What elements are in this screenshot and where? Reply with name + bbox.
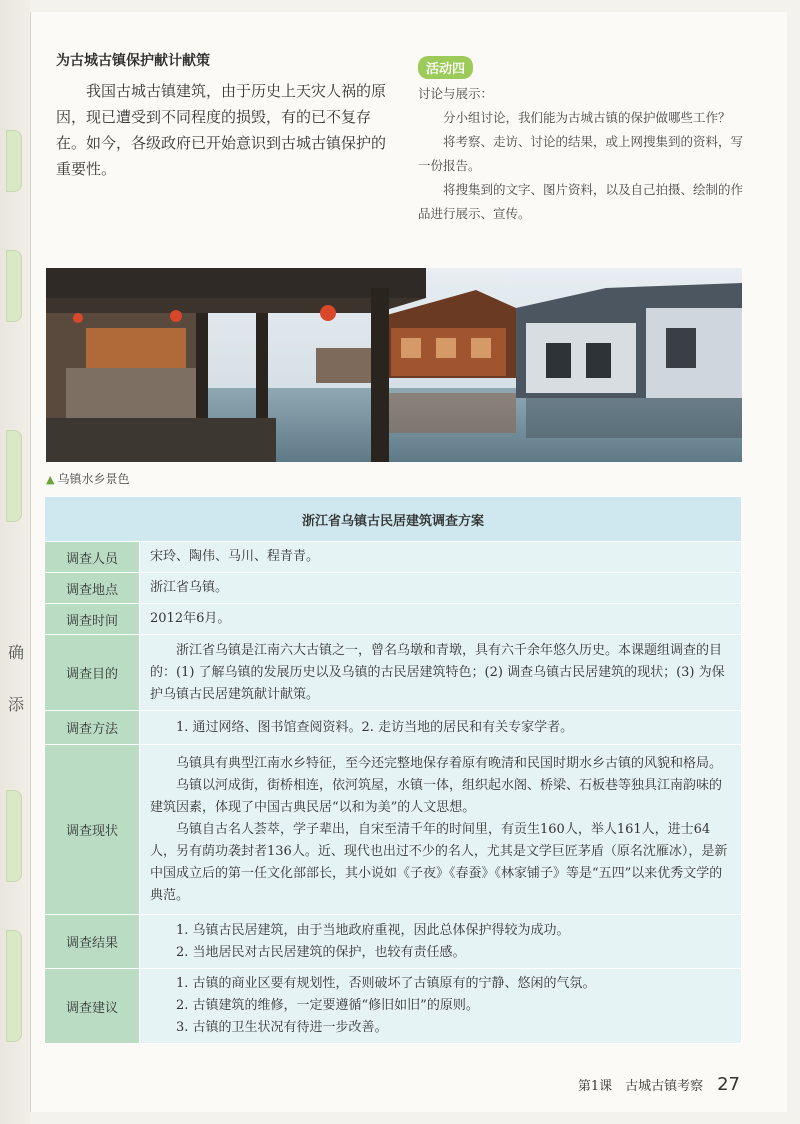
row-value — [140, 745, 742, 915]
row-label: 调查结果 — [45, 915, 140, 969]
row-value — [140, 542, 742, 573]
section-title: 为古城古镇保护献计献策 — [56, 53, 210, 69]
cell-line: 宋玲、陶伟、马川、程青青。 — [150, 549, 320, 564]
margin-tab — [6, 790, 22, 882]
cell-line: 浙江省乌镇是江南六大古镇之一，曾名乌墩和青墩，具有六千余年悠久历史。本课题组调查的目的：(1) 了解乌镇的发展历史以及乌镇的古民居建筑特色；(2) 调查乌镇古民居建筑的现状；(3) 为保护乌镇古民居建筑献计献策。 — [150, 642, 725, 702]
caption-text: 乌镇水乡景色 — [57, 472, 130, 486]
cell-line: 2. 当地居民对古民居建筑的保护，也较有责任感。 — [176, 944, 466, 960]
row-label: 调查方法 — [45, 711, 140, 745]
table-title: 浙江省乌镇古民居建筑调查方案 — [45, 497, 742, 542]
row-label: 调查时间 — [45, 604, 140, 635]
cell-line: 乌镇以河成街，街桥相连，依河筑屋，水镇一体，组织起水阁、桥梁、石板巷等独具江南韵味的建筑因素，体现了中国古典民居“以和为美”的人文思想。 — [150, 777, 723, 815]
cell-line: 3. 古镇的卫生状况有待进一步改善。 — [176, 1020, 388, 1035]
row-value — [140, 635, 742, 711]
cell-line: 1. 乌镇古民居建筑，由于当地政府重视，因此总体保护得较为成功。 — [176, 922, 570, 938]
row-label: 调查建议 — [45, 969, 140, 1044]
cell-line: 1. 古镇的商业区要有规划性，否则破坏了古镇原有的宁静、悠闲的气氛。 — [176, 976, 596, 991]
row-value — [140, 604, 742, 635]
page-number: 27 — [717, 1074, 740, 1095]
row-label: 调查地点 — [45, 573, 140, 604]
activity-badge: 活动四 — [418, 56, 473, 79]
intro-paragraph: 我国古城古镇建筑，由于历史上天灾人祸的原因，现已遭受到不同程度的损毁，有的已不复存在。如今，各级政府已开始意识到古城古镇保护的重要性。 — [56, 82, 387, 178]
row-value — [140, 915, 742, 969]
row-label: 调查现状 — [45, 745, 140, 915]
cell-line: 2. 古镇建筑的维修，一定要遵循“修旧如旧”的原则。 — [176, 998, 479, 1013]
activity-item: 将搜集到的文字、图片资料，以及自己拍摄、绘制的作品进行展示、宣传。 — [418, 182, 744, 221]
margin-char: 确 — [8, 643, 25, 662]
row-label: 调查人员 — [45, 542, 140, 573]
activity-item: 将考察、走访、讨论的结果，或上网搜集到的资料，写一份报告。 — [418, 134, 744, 173]
activity-box — [418, 82, 748, 226]
cell-line: 乌镇具有典型江南水乡特征，至今还完整地保存着原有晚清和民国时期水乡古镇的风貌和格局。 — [176, 755, 723, 771]
activity-item: 分小组讨论，我们能为古城古镇的保护做哪些工作？ — [443, 110, 731, 125]
margin-char: 添 — [8, 695, 25, 714]
triangle-icon: ▲ — [46, 473, 55, 486]
cell-line: 浙江省乌镇。 — [150, 580, 229, 595]
cell-line: 1. 通过网络、图书馆查阅资料。2. 走访当地的居民和有关专家学者。 — [176, 719, 574, 735]
row-value — [140, 969, 742, 1044]
row-label: 调查目的 — [45, 635, 140, 711]
row-value — [140, 573, 742, 604]
row-value — [140, 711, 742, 745]
activity-heading: 讨论与展示： — [418, 86, 494, 101]
lesson-title: 第1课 古城古镇考察 — [577, 1079, 704, 1094]
margin-tab — [6, 130, 22, 192]
margin-tab — [6, 430, 22, 522]
margin-tab — [6, 250, 22, 322]
margin-tab — [6, 930, 22, 1042]
photo-caption — [46, 470, 129, 487]
cell-line: 2012年6月。 — [150, 611, 231, 626]
survey-table — [44, 496, 742, 1044]
page-footer — [578, 1074, 740, 1095]
wuzhen-photo — [46, 268, 742, 462]
cell-line: 乌镇自古名人荟萃，学子辈出，自宋至清千年的时间里，有贡生160人，举人161人，进士64人，另有荫功袭封者136人。近、现代也出过不少的名人，尤其是文学巨匠茅盾（原名沈雁冰），是新中国成立后的第一任文化部部长，其小说如《子夜》《春蚕》《林家铺子》等是“五四”以来优秀文学的典范。 — [150, 821, 728, 903]
